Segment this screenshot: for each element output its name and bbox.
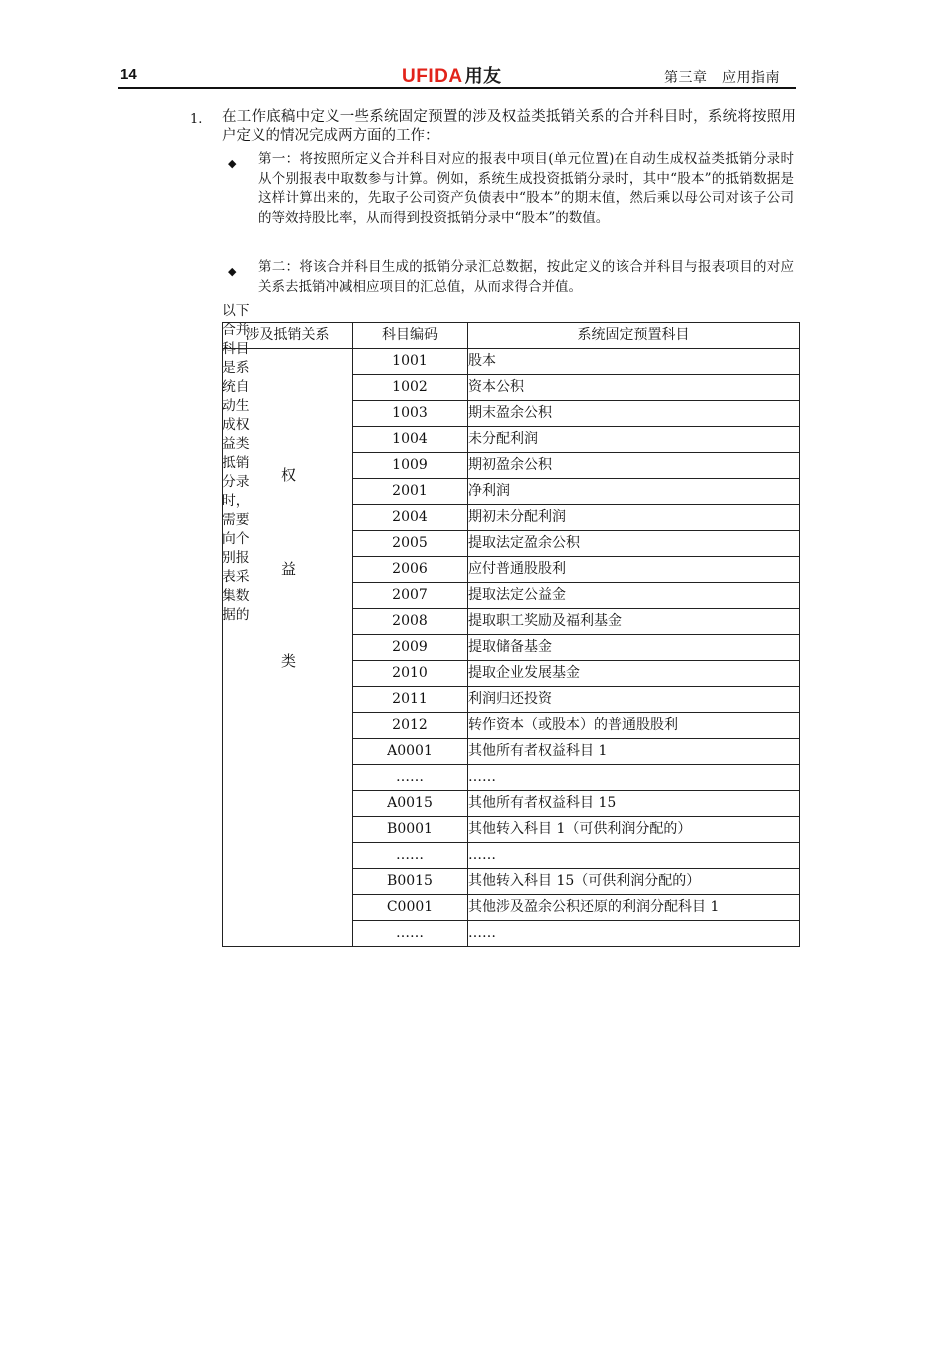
header-preset-subject: 系统固定预置科目 <box>468 323 800 349</box>
subject-name: 其他所有者权益科目 15 <box>468 791 800 817</box>
subject-code: 2005 <box>353 531 468 557</box>
subject-name: 未分配利润 <box>468 427 800 453</box>
table-header-row <box>223 323 800 349</box>
subject-code: 2009 <box>353 635 468 661</box>
subject-name: 提取职工奖励及福利基金 <box>468 609 800 635</box>
subject-name: 提取法定公益金 <box>468 583 800 609</box>
header-offset-relation: 涉及抵销关系 <box>223 323 353 349</box>
subject-name: …… <box>468 765 800 791</box>
subject-name: 期初盈余公积 <box>468 453 800 479</box>
subject-code: 2004 <box>353 505 468 531</box>
subject-name: 其他转入科目 15（可供利润分配的） <box>468 869 800 895</box>
subject-name: 转作资本（或股本）的普通股股利 <box>468 713 800 739</box>
subject-name: 资本公积 <box>468 375 800 401</box>
group-label-char: 权 <box>281 466 297 484</box>
subject-code: 2006 <box>353 557 468 583</box>
subject-name: 其他所有者权益科目 1 <box>468 739 800 765</box>
group-label-char: 类 <box>281 652 297 670</box>
subject-code: B0015 <box>353 869 468 895</box>
subject-code: A0001 <box>353 739 468 765</box>
subject-name: 利润归还投资 <box>468 687 800 713</box>
subject-name: 其他转入科目 1（可供利润分配的） <box>468 817 800 843</box>
header-subject-code: 科目编码 <box>353 323 468 349</box>
ufida-logo <box>402 62 502 88</box>
bullet-first: 第一：将按照所定义合并科目对应的报表中项目(单元位置)在自动生成权益类抵销分录时从个别报表中取数参与计算。例如，系统生成投资抵销分录时，其中“股本”的抵销数据是这样计算出来的，先取子公司资产负债表中“股本”的期末值，然后乘以母公司对该子公司的等效持股比率，从而得到投资抵销分录中“股本”的数值。 <box>258 151 794 226</box>
subject-name: 提取企业发展基金 <box>468 661 800 687</box>
bullet-icon: ◆ <box>228 265 237 278</box>
subject-name: 提取法定盈余公积 <box>468 531 800 557</box>
subject-code: 2008 <box>353 609 468 635</box>
subject-code: 1003 <box>353 401 468 427</box>
subject-code: …… <box>353 765 468 791</box>
item-number: 1. <box>190 112 203 127</box>
subject-name: 提取储备基金 <box>468 635 800 661</box>
subject-code: C0001 <box>353 895 468 921</box>
subject-code: A0015 <box>353 791 468 817</box>
logo-latin: UFIDA <box>402 66 463 87</box>
header-rule <box>118 87 796 89</box>
subject-code: 1001 <box>353 349 468 375</box>
subject-code: …… <box>353 843 468 869</box>
subject-name: 应付普通股股利 <box>468 557 800 583</box>
table-intro: 以下合并科目是系统自动生成权益类抵销分录时，需要向个别报表采集数据的 <box>222 303 250 623</box>
bullet-second: 第二：将该合并科目生成的抵销分录汇总数据，按此定义的该合并科目与报表项目的对应关系去抵销冲减相应项目的汇总值，从而求得合并值。 <box>258 259 794 295</box>
subject-code: 1002 <box>353 375 468 401</box>
subject-name: 净利润 <box>468 479 800 505</box>
table-row <box>223 349 800 375</box>
subject-code: 1004 <box>353 427 468 453</box>
group-label-cell <box>223 349 353 947</box>
intro-paragraph: 在工作底稿中定义一些系统固定预置的涉及权益类抵销关系的合并科目时，系统将按照用户定义的情况完成两方面的工作： <box>222 109 796 144</box>
subject-code: 2010 <box>353 661 468 687</box>
group-label-char: 益 <box>281 560 297 578</box>
subject-name: 期末盈余公积 <box>468 401 800 427</box>
bullet-icon: ◆ <box>228 157 237 170</box>
subject-code: …… <box>353 921 468 947</box>
subject-name: 期初未分配利润 <box>468 505 800 531</box>
subject-name: 其他涉及盈余公积还原的利润分配科目 1 <box>468 895 800 921</box>
logo-cn: 用友 <box>464 66 502 86</box>
subject-name: …… <box>468 921 800 947</box>
offset-subject-table <box>222 322 800 947</box>
subject-name: …… <box>468 843 800 869</box>
subject-name: 股本 <box>468 349 800 375</box>
subject-code: 2011 <box>353 687 468 713</box>
subject-code: 1009 <box>353 453 468 479</box>
subject-code: 2007 <box>353 583 468 609</box>
subject-code: B0001 <box>353 817 468 843</box>
subject-code: 2001 <box>353 479 468 505</box>
page-number: 14 <box>120 66 137 83</box>
subject-code: 2012 <box>353 713 468 739</box>
chapter-title: 第三章 应用指南 <box>664 70 780 86</box>
